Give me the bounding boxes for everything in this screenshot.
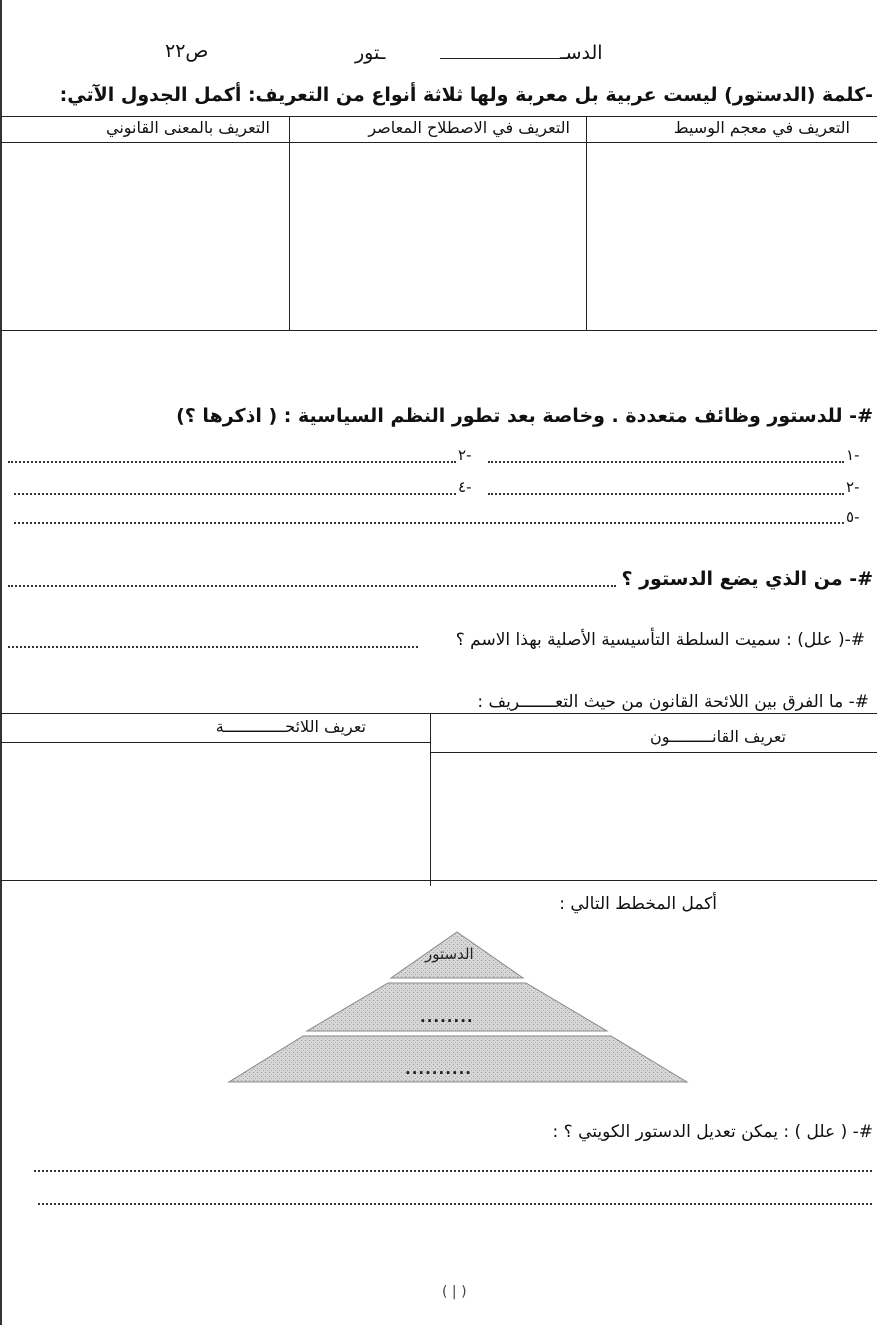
page-number-mark: ( | ) [442,1284,467,1300]
answer-line-q7-1[interactable] [34,1170,872,1173]
item-number-3: -٢ [458,446,472,464]
table2-header-border-right [430,752,877,753]
table-header-contemporary: التعريف في الاصطلاح المعاصر [368,118,570,137]
answer-line-4[interactable] [14,493,456,496]
answer-cell-waseet[interactable] [588,143,876,329]
answer-line-3[interactable] [8,461,456,464]
answer-cell-regulation[interactable] [0,744,428,878]
answer-line-q4[interactable] [8,646,418,649]
table2-top-border [0,713,877,714]
answer-line-q3[interactable] [8,585,616,588]
answer-cell-law[interactable] [432,754,876,878]
question-1: -كلمة (الدستور) ليست عربية بل معربة ولها ثلاثة أنواع من التعريف: أكمل الجدول الآتي: [59,84,873,106]
question-5: #- ما الفرق بين اللائحة القانون من حيث التعـــــــريف : [477,692,869,712]
table-top-border [0,116,877,117]
item-number-4: -٤ [458,478,472,496]
answer-line-1[interactable] [488,461,844,464]
table2-header-regulation: تعريف اللائحـــــــــــــة [215,717,366,736]
table2-header-border-left [0,742,430,743]
answer-line-2[interactable] [488,493,844,496]
question-4: #-( علل) : سميت السلطة التأسيسية الأصلية بهذا الاسم ؟ [455,630,865,650]
question-6: أكمل المخطط التالي : [559,894,717,914]
answer-cell-contemporary[interactable] [290,143,585,329]
title-part-2: ـتور [355,42,386,64]
table-header-waseet: التعريف في معجم الوسيط [673,118,850,137]
item-number-5: -٥ [846,508,860,526]
answer-line-q7-2[interactable] [38,1203,872,1206]
table-bottom-border [0,330,877,331]
pyramid-top-label: الدستور [425,945,474,963]
table2-bottom-border [0,880,877,881]
question-3: #- من الذي يضع الدستور ؟ [621,568,873,590]
answer-cell-legal[interactable] [0,143,288,329]
question-2: #- للدستور وظائف متعددة . وخاصة بعد تطور النظم السياسية : ( اذكرها ؟) [176,405,873,427]
table-divider-2 [586,116,587,330]
pyramid-middle-blank[interactable]: ........ [420,1008,474,1026]
item-number-2: -٢ [846,478,860,496]
item-number-1: -١ [846,446,860,464]
table2-divider [430,713,431,886]
title-part-1: الدسـ [560,42,603,64]
table2-header-law: تعريف القانـــــــــون [649,727,786,746]
table-header-legal: التعريف بالمعنى القانوني [105,118,270,137]
title-stretch-line [440,58,560,59]
answer-line-5[interactable] [14,522,844,525]
page-reference: ص٢٢ [165,40,209,62]
question-7: #- ( علل ) : يمكن تعديل الدستور الكويتي ؟ : [552,1122,873,1142]
pyramid-bottom-blank[interactable]: .......... [405,1060,472,1078]
